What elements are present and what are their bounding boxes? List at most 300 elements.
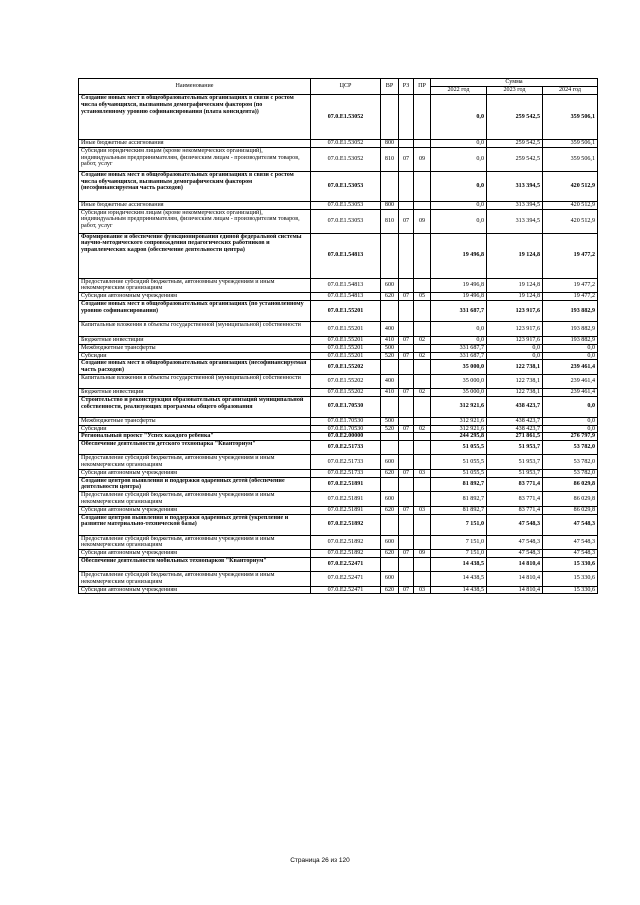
row-value-2023: 14 810,4	[487, 571, 543, 586]
row-vr	[381, 233, 399, 278]
row-value-2024: 15 330,6	[543, 571, 598, 586]
table-row	[79, 535, 598, 550]
row-value-2022: 35 000,0	[431, 360, 487, 375]
row-pr	[414, 535, 431, 550]
row-value-2024: 239 461,4	[543, 388, 598, 396]
table-row	[79, 233, 598, 278]
table-row	[79, 360, 598, 375]
table-row	[79, 433, 598, 441]
row-csr: 07.0.Е1.70530	[311, 396, 381, 417]
column-header-2022: 2022 год	[431, 87, 487, 95]
row-value-2022: 331 687,7	[431, 352, 487, 360]
row-name: Создание новых мест в общеобразовательных организациях в связи с ростом числа обучающихся, вызванным демографическим фактором (по установленному уровню софинансирования (плата консидента))	[79, 95, 311, 140]
row-value-2024: 420 512,9	[543, 201, 598, 209]
row-pr: 02	[414, 425, 431, 433]
row-pr	[414, 396, 431, 417]
row-value-2022: 0,0	[431, 336, 487, 344]
row-value-2024: 86 029,8	[543, 477, 598, 492]
row-csr: 07.0.Е1.55201	[311, 352, 381, 360]
row-vr: 600	[381, 278, 399, 293]
row-vr	[381, 477, 399, 492]
row-pr	[414, 278, 431, 293]
row-vr: 810	[381, 147, 399, 171]
row-value-2024: 276 797,9	[543, 433, 598, 441]
row-vr: 620	[381, 293, 399, 301]
page-footer: Страница 26 из 120	[290, 857, 350, 864]
row-rz	[399, 233, 414, 278]
row-value-2024: 239 461,4	[543, 360, 598, 375]
row-vr: 410	[381, 336, 399, 344]
column-header-csr: ЦСР	[311, 79, 381, 95]
row-value-2022: 51 055,5	[431, 441, 487, 455]
row-csr: 07.0.Е1.70530	[311, 417, 381, 425]
row-name: Создание новых мест в общеобразовательных организациях (несофинансируемая часть расходов)	[79, 360, 311, 375]
table-row	[79, 293, 598, 301]
row-pr	[414, 300, 431, 321]
table-row	[79, 586, 598, 594]
row-csr: 07.0.Е1.53052	[311, 95, 381, 140]
row-value-2023: 83 771,4	[487, 492, 543, 507]
row-value-2024: 193 882,9	[543, 321, 598, 336]
row-rz	[399, 300, 414, 321]
row-rz: 07	[399, 586, 414, 594]
row-value-2024: 420 512,9	[543, 209, 598, 233]
row-value-2022: 0,0	[431, 95, 487, 140]
row-csr: 07.0.Е1.53052	[311, 147, 381, 171]
row-pr	[414, 455, 431, 470]
row-csr: 07.0.Е1.54813	[311, 293, 381, 301]
row-value-2023: 51 953,7	[487, 441, 543, 455]
row-rz: 07	[399, 388, 414, 396]
row-value-2022: 0,0	[431, 201, 487, 209]
row-value-2023: 51 953,7	[487, 455, 543, 470]
table-row	[79, 469, 598, 477]
row-rz: 07	[399, 209, 414, 233]
row-value-2024: 359 506,1	[543, 95, 598, 140]
row-pr	[414, 171, 431, 201]
row-value-2022: 0,0	[431, 140, 487, 148]
row-csr: 07.0.Е1.55201	[311, 300, 381, 321]
row-name: Предоставление субсидий бюджетным, автономным учреждениям и иным некоммерческим организациям	[79, 535, 311, 550]
row-pr	[414, 360, 431, 375]
row-value-2023: 438 423,7	[487, 425, 543, 433]
table-row	[79, 425, 598, 433]
row-value-2024: 47 548,3	[543, 550, 598, 558]
row-vr: 600	[381, 535, 399, 550]
row-value-2024: 47 548,3	[543, 514, 598, 535]
row-value-2022: 0,0	[431, 147, 487, 171]
row-rz	[399, 374, 414, 388]
row-value-2024: 86 029,8	[543, 506, 598, 514]
row-rz	[399, 171, 414, 201]
column-header-name: Наименование	[79, 79, 311, 95]
table-row	[79, 321, 598, 336]
row-csr: 07.0.Е1.55202	[311, 374, 381, 388]
row-value-2023: 0,0	[487, 352, 543, 360]
row-csr: 07.0.Е1.55202	[311, 360, 381, 375]
row-value-2024: 86 029,8	[543, 492, 598, 507]
row-value-2022: 312 921,6	[431, 417, 487, 425]
row-value-2024: 47 548,3	[543, 535, 598, 550]
row-rz	[399, 492, 414, 507]
row-csr: 07.0.Е2.51733	[311, 469, 381, 477]
row-name: Формирование и обеспечение функционирования единой федеральной системы научно-методического сопровождения педагогических работников и управленческих кадров (обеспечение деятельности центра)	[79, 233, 311, 278]
row-csr: 07.0.Е1.70530	[311, 425, 381, 433]
row-pr: 03	[414, 469, 431, 477]
row-rz	[399, 441, 414, 455]
row-name: Бюджетные инвестиции	[79, 336, 311, 344]
row-csr: 07.0.Е1.53053	[311, 201, 381, 209]
row-pr	[414, 557, 431, 571]
row-csr: 07.0.Е1.55201	[311, 344, 381, 352]
row-value-2024: 0,0	[543, 396, 598, 417]
row-value-2022: 81 892,7	[431, 506, 487, 514]
row-vr	[381, 433, 399, 441]
row-vr	[381, 441, 399, 455]
row-csr: 07.0.Е1.53052	[311, 140, 381, 148]
row-name: Предоставление субсидий бюджетным, автономным учреждениям и иным некоммерческим организациям	[79, 455, 311, 470]
budget-table-sheet	[78, 78, 597, 594]
row-value-2023: 19 124,8	[487, 293, 543, 301]
row-value-2022: 0,0	[431, 321, 487, 336]
row-value-2024: 19 477,2	[543, 233, 598, 278]
table-row	[79, 147, 598, 171]
table-row	[79, 455, 598, 470]
row-vr: 620	[381, 550, 399, 558]
row-rz	[399, 571, 414, 586]
row-name: Строительство и реконструкция образовательных организаций муниципальной собственности, реализующих программы общего образования	[79, 396, 311, 417]
row-rz	[399, 360, 414, 375]
row-name: Создание центров выявления и поддержки одаренных детей (обеспечение деятельности центра)	[79, 477, 311, 492]
row-csr: 07.0.Е2.52471	[311, 586, 381, 594]
row-csr: 07.0.Е2.51891	[311, 492, 381, 507]
row-rz	[399, 417, 414, 425]
row-value-2022: 35 000,0	[431, 388, 487, 396]
row-rz	[399, 514, 414, 535]
row-rz: 07	[399, 469, 414, 477]
table-row	[79, 514, 598, 535]
row-csr: 07.0.Е2.51733	[311, 441, 381, 455]
row-value-2022: 51 055,5	[431, 455, 487, 470]
table-row	[79, 571, 598, 586]
row-csr: 07.0.Е1.55201	[311, 321, 381, 336]
row-csr: 07.0.Е2.51891	[311, 506, 381, 514]
row-value-2022: 19 496,8	[431, 278, 487, 293]
row-vr: 800	[381, 140, 399, 148]
row-value-2024: 53 782,0	[543, 469, 598, 477]
row-name: Обеспечение деятельности мобильных технопарков "Кванториум"	[79, 557, 311, 571]
table-row	[79, 550, 598, 558]
row-vr	[381, 396, 399, 417]
row-name: Предоставление субсидий бюджетным, автономным учреждениям и иным некоммерческим организациям	[79, 278, 311, 293]
row-value-2022: 244 295,8	[431, 433, 487, 441]
row-value-2022: 7 151,0	[431, 550, 487, 558]
row-vr: 500	[381, 344, 399, 352]
row-value-2023: 313 394,5	[487, 201, 543, 209]
row-value-2024: 239 461,4	[543, 374, 598, 388]
row-value-2022: 35 000,0	[431, 374, 487, 388]
row-rz	[399, 201, 414, 209]
row-pr: 09	[414, 209, 431, 233]
row-rz	[399, 321, 414, 336]
table-row	[79, 557, 598, 571]
row-pr: 03	[414, 586, 431, 594]
row-name: Субсидии автономным учреждениям	[79, 469, 311, 477]
row-vr: 500	[381, 417, 399, 425]
row-value-2023: 47 548,3	[487, 535, 543, 550]
row-value-2023: 19 124,8	[487, 278, 543, 293]
row-value-2023: 83 771,4	[487, 506, 543, 514]
row-vr: 520	[381, 425, 399, 433]
row-value-2022: 14 438,5	[431, 557, 487, 571]
row-pr: 02	[414, 388, 431, 396]
row-value-2022: 312 921,6	[431, 425, 487, 433]
row-value-2022: 51 055,5	[431, 469, 487, 477]
row-value-2023: 313 394,5	[487, 171, 543, 201]
row-value-2023: 123 917,6	[487, 336, 543, 344]
row-rz: 07	[399, 336, 414, 344]
row-value-2024: 193 882,9	[543, 336, 598, 344]
row-value-2024: 359 506,1	[543, 147, 598, 171]
row-value-2024: 19 477,2	[543, 278, 598, 293]
table-row	[79, 388, 598, 396]
row-vr: 620	[381, 506, 399, 514]
row-pr: 05	[414, 293, 431, 301]
row-value-2022: 0,0	[431, 209, 487, 233]
row-value-2024: 0,0	[543, 344, 598, 352]
row-vr: 620	[381, 586, 399, 594]
row-value-2023: 83 771,4	[487, 477, 543, 492]
row-value-2023: 123 917,6	[487, 321, 543, 336]
row-csr: 07.0.Е1.53053	[311, 171, 381, 201]
row-rz: 07	[399, 506, 414, 514]
row-value-2023: 122 738,1	[487, 360, 543, 375]
row-value-2022: 7 151,0	[431, 535, 487, 550]
row-pr	[414, 433, 431, 441]
row-value-2022: 81 892,7	[431, 477, 487, 492]
row-vr	[381, 95, 399, 140]
row-name: Межбюджетные трансферты	[79, 417, 311, 425]
row-value-2022: 81 892,7	[431, 492, 487, 507]
row-vr: 400	[381, 321, 399, 336]
row-value-2023: 19 124,8	[487, 233, 543, 278]
row-value-2024: 420 512,9	[543, 171, 598, 201]
row-name: Предоставление субсидий бюджетным, автономным учреждениям и иным некоммерческим организациям	[79, 492, 311, 507]
row-vr: 800	[381, 201, 399, 209]
row-name: Межбюджетные трансферты	[79, 344, 311, 352]
row-pr	[414, 441, 431, 455]
row-rz: 07	[399, 425, 414, 433]
row-vr: 400	[381, 374, 399, 388]
column-header-2024: 2024 год	[543, 87, 598, 95]
row-vr: 620	[381, 469, 399, 477]
row-name: Иные бюджетные ассигнования	[79, 140, 311, 148]
row-value-2022: 331 687,7	[431, 344, 487, 352]
table-row	[79, 374, 598, 388]
row-name: Субсидии юридическим лицам (кроме некоммерческих организаций), индивидуальным предпринимателям, физическим лицам - производителям товаров, работ, услуг	[79, 147, 311, 171]
table-body	[79, 95, 598, 594]
row-pr: 03	[414, 506, 431, 514]
row-csr: 07.0.Е2.51891	[311, 477, 381, 492]
column-header-vr: ВР	[381, 79, 399, 95]
row-rz	[399, 278, 414, 293]
table-row	[79, 336, 598, 344]
table-row	[79, 278, 598, 293]
row-vr: 600	[381, 455, 399, 470]
row-rz: 07	[399, 293, 414, 301]
row-value-2023: 14 810,4	[487, 557, 543, 571]
row-value-2022: 331 687,7	[431, 300, 487, 321]
table-row	[79, 171, 598, 201]
column-header-rz: РЗ	[399, 79, 414, 95]
row-vr	[381, 360, 399, 375]
row-rz	[399, 477, 414, 492]
row-csr: 07.0.Е2.51892	[311, 550, 381, 558]
row-rz	[399, 433, 414, 441]
row-vr	[381, 557, 399, 571]
row-rz	[399, 344, 414, 352]
row-name: Субсидии	[79, 425, 311, 433]
table-row	[79, 344, 598, 352]
table-row	[79, 492, 598, 507]
row-value-2023: 259 542,5	[487, 147, 543, 171]
row-rz	[399, 140, 414, 148]
row-value-2023: 259 542,5	[487, 140, 543, 148]
row-pr	[414, 95, 431, 140]
row-value-2024: 0,0	[543, 425, 598, 433]
row-pr	[414, 417, 431, 425]
row-pr	[414, 374, 431, 388]
row-pr	[414, 514, 431, 535]
row-value-2024: 15 330,6	[543, 557, 598, 571]
row-name: Создание центров выявления и поддержки одаренных детей (укрепление и развитие материально-технической базы)	[79, 514, 311, 535]
row-value-2023: 51 953,7	[487, 469, 543, 477]
row-value-2022: 7 151,0	[431, 514, 487, 535]
table-row	[79, 300, 598, 321]
row-name: Субсидии автономным учреждениям	[79, 550, 311, 558]
row-csr: 07.0.Е2.51733	[311, 455, 381, 470]
row-rz	[399, 396, 414, 417]
row-name: Обеспечение деятельности детского технопарка "Кванториум"	[79, 441, 311, 455]
row-pr	[414, 201, 431, 209]
row-value-2023: 47 548,3	[487, 514, 543, 535]
row-rz	[399, 557, 414, 571]
row-value-2022: 14 438,5	[431, 571, 487, 586]
row-vr	[381, 514, 399, 535]
row-vr	[381, 300, 399, 321]
row-name: Субсидии	[79, 352, 311, 360]
row-value-2024: 15 330,6	[543, 586, 598, 594]
row-name: Капитальные вложения в объекты государственной (муниципальной) собственности	[79, 321, 311, 336]
row-value-2023: 122 738,1	[487, 374, 543, 388]
table-row	[79, 352, 598, 360]
table-row	[79, 201, 598, 209]
row-value-2023: 14 810,4	[487, 586, 543, 594]
row-value-2024: 193 882,9	[543, 300, 598, 321]
row-pr	[414, 492, 431, 507]
row-csr: 07.0.Е1.54813	[311, 233, 381, 278]
row-vr: 600	[381, 571, 399, 586]
row-rz: 07	[399, 550, 414, 558]
row-name: Предоставление субсидий бюджетным, автономным учреждениям и иным некоммерческим организациям	[79, 571, 311, 586]
column-header-2023: 2023 год	[487, 87, 543, 95]
row-name: Капитальные вложения в объекты государственной (муниципальной) собственности	[79, 374, 311, 388]
row-csr: 07.0.Е1.53053	[311, 209, 381, 233]
row-pr	[414, 321, 431, 336]
table-row	[79, 477, 598, 492]
row-name: Субсидии автономным учреждениям	[79, 293, 311, 301]
row-value-2022: 0,0	[431, 171, 487, 201]
row-name: Субсидии автономным учреждениям	[79, 586, 311, 594]
row-name: Региональный проект "Успех каждого ребенка"	[79, 433, 311, 441]
row-rz: 07	[399, 147, 414, 171]
row-csr: 07.0.Е1.55201	[311, 336, 381, 344]
row-value-2024: 53 782,0	[543, 455, 598, 470]
column-header-sum: Сумма	[431, 79, 598, 87]
row-name: Бюджетные инвестиции	[79, 388, 311, 396]
row-name: Субсидии юридическим лицам (кроме некоммерческих организаций), индивидуальным предпринимателям, физическим лицам - производителям товаров, работ, услуг	[79, 209, 311, 233]
row-pr	[414, 571, 431, 586]
row-value-2023: 438 423,7	[487, 417, 543, 425]
row-value-2024: 53 782,0	[543, 441, 598, 455]
row-csr: 07.0.Е2.51892	[311, 514, 381, 535]
row-csr: 07.0.Е2.00000	[311, 433, 381, 441]
row-csr: 07.0.Е2.52471	[311, 557, 381, 571]
row-value-2022: 14 438,5	[431, 586, 487, 594]
column-header-pr: ПР	[414, 79, 431, 95]
row-pr	[414, 477, 431, 492]
row-value-2023: 259 542,5	[487, 95, 543, 140]
budget-table	[78, 78, 598, 594]
row-value-2023: 313 394,5	[487, 209, 543, 233]
row-pr: 02	[414, 336, 431, 344]
row-name: Создание новых мест в общеобразовательных организациях в связи с ростом числа обучающихся, вызванным демографическим фактором (несофинансируемая часть расходов)	[79, 171, 311, 201]
row-pr: 09	[414, 550, 431, 558]
row-vr	[381, 171, 399, 201]
table-row	[79, 506, 598, 514]
row-value-2023: 271 861,5	[487, 433, 543, 441]
row-vr: 810	[381, 209, 399, 233]
row-name: Иные бюджетные ассигнования	[79, 201, 311, 209]
row-pr	[414, 233, 431, 278]
row-value-2024: 0,0	[543, 417, 598, 425]
row-pr	[414, 344, 431, 352]
row-rz	[399, 95, 414, 140]
row-value-2023: 0,0	[487, 344, 543, 352]
row-csr: 07.0.Е2.52471	[311, 571, 381, 586]
row-value-2024: 359 506,1	[543, 140, 598, 148]
row-rz: 07	[399, 352, 414, 360]
row-name: Субсидии автономным учреждениям	[79, 506, 311, 514]
table-header-row	[79, 79, 598, 87]
row-csr: 07.0.Е2.51892	[311, 535, 381, 550]
row-vr: 410	[381, 388, 399, 396]
row-value-2022: 19 496,8	[431, 233, 487, 278]
row-vr: 600	[381, 492, 399, 507]
row-value-2023: 438 423,7	[487, 396, 543, 417]
row-name: Создание новых мест в общеобразовательных организациях (по установленному уровню софинансирования)	[79, 300, 311, 321]
table-row	[79, 417, 598, 425]
row-value-2023: 122 738,1	[487, 388, 543, 396]
row-csr: 07.0.Е1.54813	[311, 278, 381, 293]
table-row	[79, 140, 598, 148]
row-vr: 520	[381, 352, 399, 360]
table-row	[79, 209, 598, 233]
row-pr: 02	[414, 352, 431, 360]
row-value-2024: 19 477,2	[543, 293, 598, 301]
row-value-2023: 47 548,3	[487, 550, 543, 558]
table-row	[79, 95, 598, 140]
